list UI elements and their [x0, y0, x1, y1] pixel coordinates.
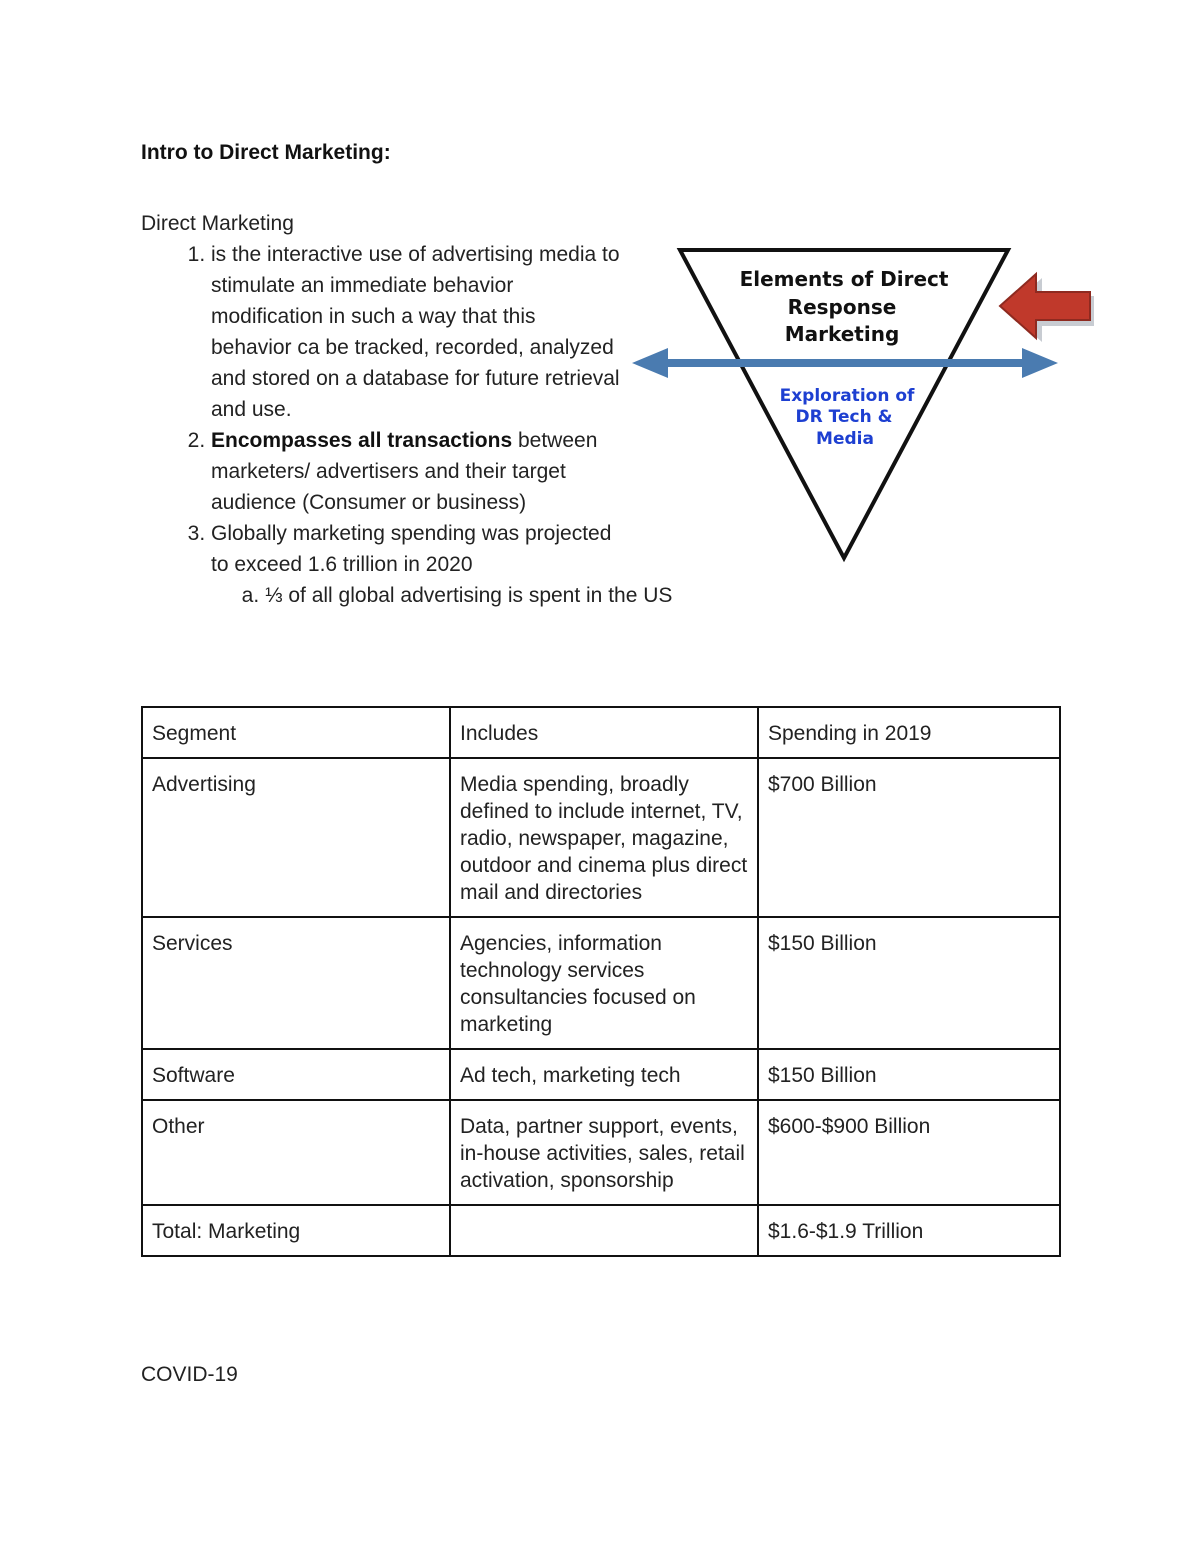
table-total-row — [142, 1205, 1060, 1256]
includes-cell: Data, partner support, events, in-house activities, sales, retail activation, sponsorship — [450, 1100, 758, 1205]
segment-cell: Advertising — [142, 758, 450, 917]
marketing-spending-table — [141, 706, 1061, 1257]
table-row — [142, 1100, 1060, 1205]
table-row — [142, 758, 1060, 917]
definition-list — [141, 239, 673, 611]
segment-cell: Software — [142, 1049, 450, 1100]
includes-cell — [450, 1205, 758, 1256]
red-arrow-icon — [1000, 274, 1094, 342]
column-header: Spending in 2019 — [758, 707, 1060, 758]
diagram-subtitle-line: Media — [816, 429, 874, 449]
diagram-subtitle-line: DR Tech & — [795, 407, 893, 427]
segment-cell: Other — [142, 1100, 450, 1205]
spending-cell: $150 Billion — [758, 1049, 1060, 1100]
covid-heading: COVID-19 — [141, 1363, 238, 1386]
includes-cell: Ad tech, marketing tech — [450, 1049, 758, 1100]
dr-marketing-diagram — [620, 238, 1110, 568]
table-row — [142, 917, 1060, 1049]
sub-list — [211, 580, 885, 611]
diagram-title-line: Response — [787, 295, 897, 319]
list-item: 3. Globally marketing spending was projected to exceed 1.6 trillion in 2020 a. ⅓ of all global advertising is spent in the US — [211, 518, 621, 611]
column-header: Includes — [450, 707, 758, 758]
column-header: Segment — [142, 707, 450, 758]
diagram-title-line: Marketing — [784, 322, 900, 346]
intro-section — [141, 208, 673, 611]
page-title: Intro to Direct Marketing: — [141, 141, 391, 164]
spending-cell: $1.6-$1.9 Trillion — [758, 1205, 1060, 1256]
list-item: 1. is the interactive use of advertising media to stimulate an immediate behavior modification in such a way that this behavior ca be tracked, recorded, analyzed and stored on a database for future retrieval and use. — [211, 239, 621, 425]
table-header-row — [142, 707, 1060, 758]
includes-cell: Media spending, broadly defined to include internet, TV, radio, newspaper, magazine, outdoor and cinema plus direct mail and directories — [450, 758, 758, 917]
emphasis-text: Encompasses all transactions — [211, 429, 513, 452]
spending-cell: $600-$900 Billion — [758, 1100, 1060, 1205]
diagram-subtitle-line: Exploration of — [779, 386, 915, 406]
spending-cell: $150 Billion — [758, 917, 1060, 1049]
table-row — [142, 1049, 1060, 1100]
spending-cell: $700 Billion — [758, 758, 1060, 917]
diagram-title-line: Elements of Direct — [739, 267, 949, 291]
segment-cell: Total: Marketing — [142, 1205, 450, 1256]
list-item: 2. Encompasses all transactions between marketers/ advertisers and their target audience (Consumer or business) — [211, 425, 621, 518]
sub-list-item: a. ⅓ of all global advertising is spent in the US — [265, 580, 885, 611]
intro-heading: Direct Marketing — [141, 212, 294, 235]
segment-cell: Services — [142, 917, 450, 1049]
includes-cell: Agencies, information technology services consultancies focused on marketing — [450, 917, 758, 1049]
